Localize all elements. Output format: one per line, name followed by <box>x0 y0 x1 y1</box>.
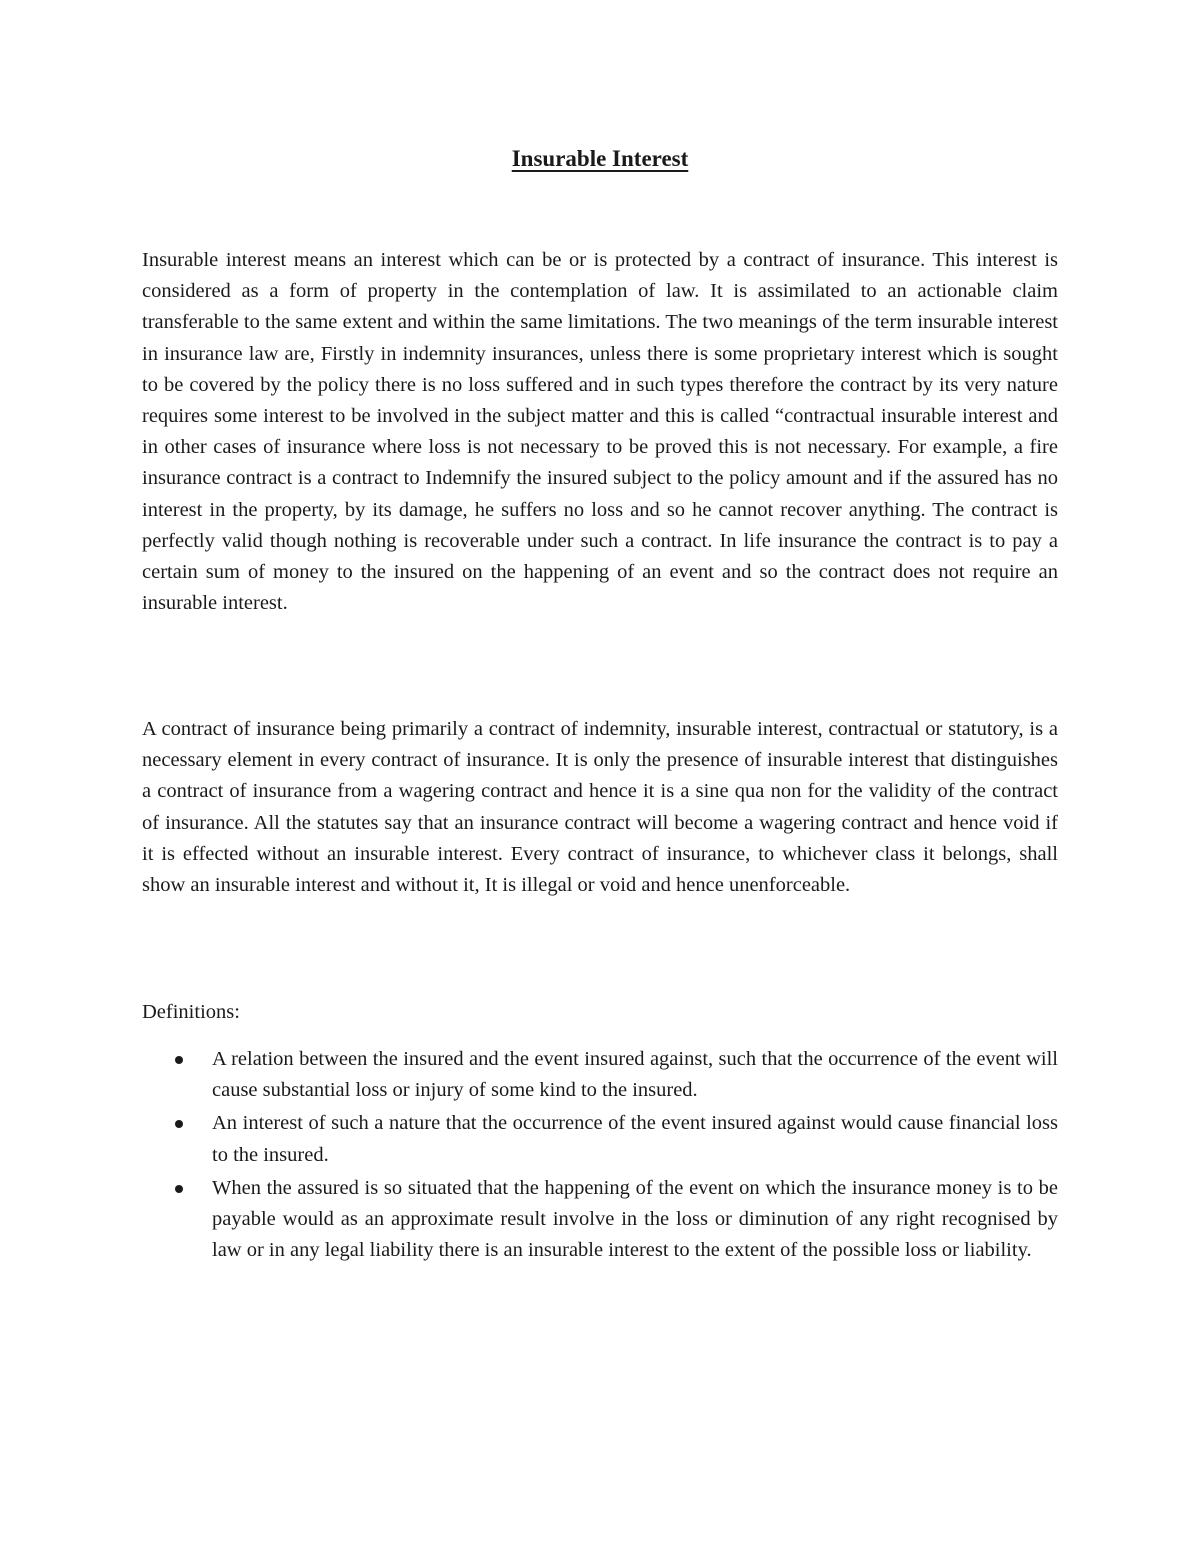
list-item <box>142 1044 1058 1106</box>
definitions-heading: Definitions: <box>142 1001 240 1023</box>
bullet-icon <box>175 1185 183 1193</box>
definition-text: When the assured is so situated that the happening of the event on which the insurance money is to be payable would as an approximate result involve in the loss or diminution of any right recognised by law or in any legal liability there is an insurable interest to the extent of the possible loss or liability. <box>212 1176 1058 1262</box>
definition-text: A relation between the insured and the event insured against, such that the occurrence of the event will cause substantial loss or injury of some kind to the insured. <box>212 1048 1058 1102</box>
bullet-icon <box>175 1120 183 1128</box>
definition-text: An interest of such a nature that the occurrence of the event insured against would cause financial loss to the insured. <box>212 1112 1058 1166</box>
paragraph-indemnity: A contract of insurance being primarily a contract of indemnity, insurable interest, contractual or statutory, is a necessary element in every contract of insurance. It is only the presence of insurable interest that distinguishes a contract of insurance from a wagering contract and hence it is a sine qua non for the validity of the contract of insurance. All the statutes say that an insurance contract will become a wagering contract and hence void if it is effected without an insurable interest. Every contract of insurance, to whichever class it belongs, shall show an insurable interest and without it, It is illegal or void and hence unenforceable. <box>142 718 1058 897</box>
definitions-list <box>142 1044 1058 1268</box>
page-title: Insurable Interest <box>511 146 689 171</box>
bullet-icon <box>175 1056 183 1064</box>
paragraph-definition: Insurable interest means an interest which can be or is protected by a contract of insurance. This interest is considered as a form of property in the contemplation of law. It is assimilated to an actionable claim transferable to the same extent and within the same limitations. The two meanings of the term insurable interest in insurance law are, Firstly in indemnity insurances, unless there is some proprietary interest which is sought to be covered by the policy there is no loss suffered and in such types therefore the contract by its very nature requires some interest to be involved in the subject matter and this is called “contractual insurable interest and in other cases of insurance where loss is not necessary to be proved this is not necessary. For example, a fire insurance contract is a contract to Indemnify the insured subject to the policy amount and if the assured has no interest in the property, by its damage, he suffers no loss and so he cannot recover anything. The contract is perfectly valid though nothing is recoverable under such a contract. In life insurance the contract is to pay a certain sum of money to the insured on the happening of an event and so the contract does not require an insurable interest. <box>142 249 1058 615</box>
list-item <box>142 1108 1058 1170</box>
list-item <box>142 1173 1058 1267</box>
